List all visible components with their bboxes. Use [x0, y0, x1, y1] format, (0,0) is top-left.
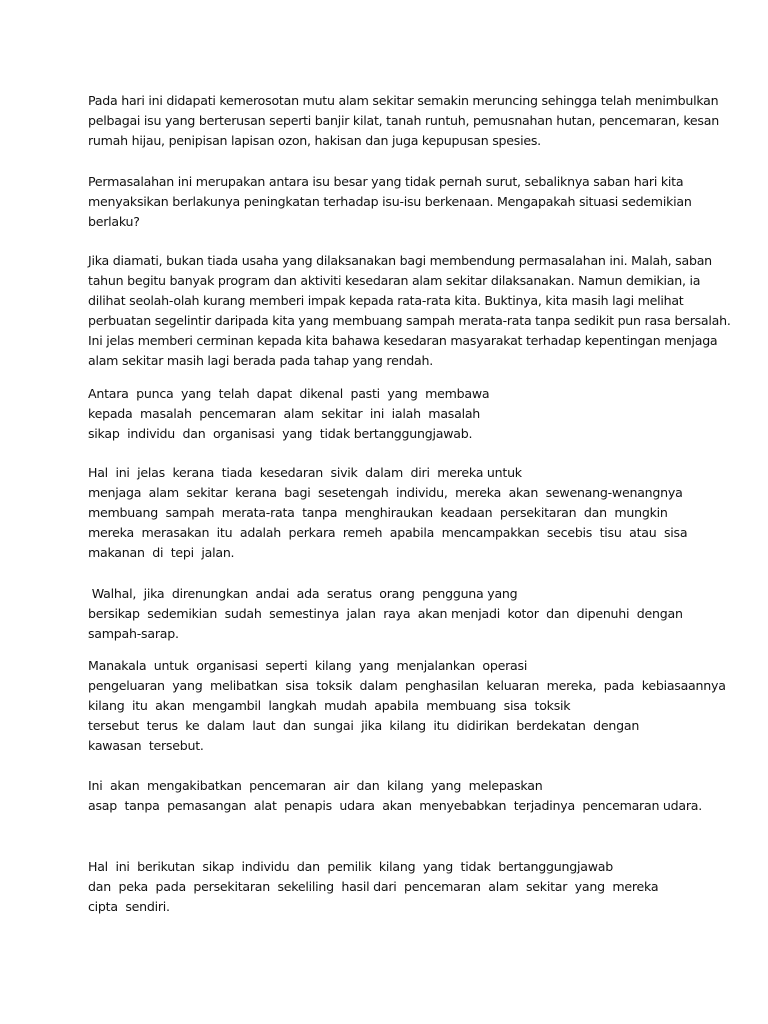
text-line: asap tanpa pemasangan alat penapis udara akan menyebabkan terjadinya pencemaran udara. [88, 798, 703, 813]
text-line: kilang itu akan mengambil langkah mudah apabila membuang sisa toksik [88, 698, 571, 713]
paragraph-7 [88, 656, 726, 756]
text-line: Walhal, jika direnungkan andai ada seratus orang pengguna yang [88, 586, 518, 601]
paragraph-4 [88, 384, 688, 444]
text-line: Jika diamati, bukan tiada usaha yang dilaksanakan bagi membendung permasalahan ini. Malah, saban [88, 253, 712, 268]
text-line: Hal ini berikutan sikap individu dan pemilik kilang yang tidak bertanggungjawab [88, 859, 613, 874]
text-line: menjaga alam sekitar kerana bagi sesetengah individu, mereka akan sewenang-wenangnya [88, 485, 683, 500]
text-line: dilihat seolah-olah kurang memberi impak kepada rata-rata kita. Buktinya, kita masih lagi melihat [88, 293, 684, 308]
text-line: makanan di tepi jalan. [88, 545, 235, 560]
text-line: Manakala untuk organisasi seperti kilang yang menjalankan operasi [88, 658, 528, 673]
text-line: Ini jelas memberi cerminan kepada kita bahawa kesedaran masyarakat terhadap kepentingan menjaga [88, 333, 718, 348]
text-line: pelbagai isu yang berterusan seperti banjir kilat, tanah runtuh, pemusnahan hutan, pencemaran, kesan [88, 113, 719, 128]
text-line: tersebut terus ke dalam laut dan sungai jika kilang itu didirikan berdekatan dengan [88, 718, 640, 733]
paragraph-5 [88, 463, 688, 563]
text-line: rumah hijau, penipisan lapisan ozon, hakisan dan juga kepupusan spesies. [88, 133, 541, 148]
text-line: menyaksikan berlakunya peningkatan terhadap isu-isu berkenaan. Mengapakah situasi sedemikian [88, 194, 692, 209]
text-line: tahun begitu banyak program dan aktiviti kesedaran alam sekitar dilaksanakan. Namun demikian, ia [88, 273, 701, 288]
paragraph-9 [88, 857, 688, 917]
text-line: cipta sendiri. [88, 899, 170, 914]
text-line: kawasan tersebut. [88, 738, 204, 753]
text-line: membuang sampah merata-rata tanpa menghiraukan keadaan persekitaran dan mungkin [88, 505, 668, 520]
text-line: dan peka pada persekitaran sekeliling hasil dari pencemaran alam sekitar yang mereka [88, 879, 659, 894]
text-line: Hal ini jelas kerana tiada kesedaran sivik dalam diri mereka untuk [88, 465, 522, 480]
text-line: sampah-sarap. [88, 626, 179, 641]
text-line: bersikap sedemikian sudah semestinya jalan raya akan menjadi kotor dan dipenuhi dengan [88, 606, 683, 621]
paragraph-1 [88, 91, 719, 151]
paragraph-3 [88, 251, 731, 371]
paragraph-6 [88, 584, 688, 644]
text-line: alam sekitar masih lagi berada pada tahap yang rendah. [88, 353, 433, 368]
paragraph-2 [88, 172, 692, 232]
paragraph-8 [88, 776, 703, 816]
text-line: Antara punca yang telah dapat dikenal pasti yang membawa [88, 386, 490, 401]
text-line: berlaku? [88, 214, 140, 229]
text-line: pengeluaran yang melibatkan sisa toksik dalam penghasilan keluaran mereka, pada kebiasaannya [88, 678, 726, 693]
text-line: Ini akan mengakibatkan pencemaran air dan kilang yang melepaskan [88, 778, 543, 793]
text-line: Permasalahan ini merupakan antara isu besar yang tidak pernah surut, sebaliknya saban hari kita [88, 174, 684, 189]
text-line: Pada hari ini didapati kemerosotan mutu alam sekitar semakin meruncing sehingga telah menimbulkan [88, 93, 719, 108]
text-line: sikap individu dan organisasi yang tidak bertanggungjawab. [88, 426, 473, 441]
text-line: kepada masalah pencemaran alam sekitar ini ialah masalah [88, 406, 481, 421]
text-line: mereka merasakan itu adalah perkara remeh apabila mencampakkan secebis tisu atau sisa [88, 525, 688, 540]
text-line: perbuatan segelintir daripada kita yang membuang sampah merata-rata tanpa sedikit pun rasa bersalah. [88, 313, 731, 328]
